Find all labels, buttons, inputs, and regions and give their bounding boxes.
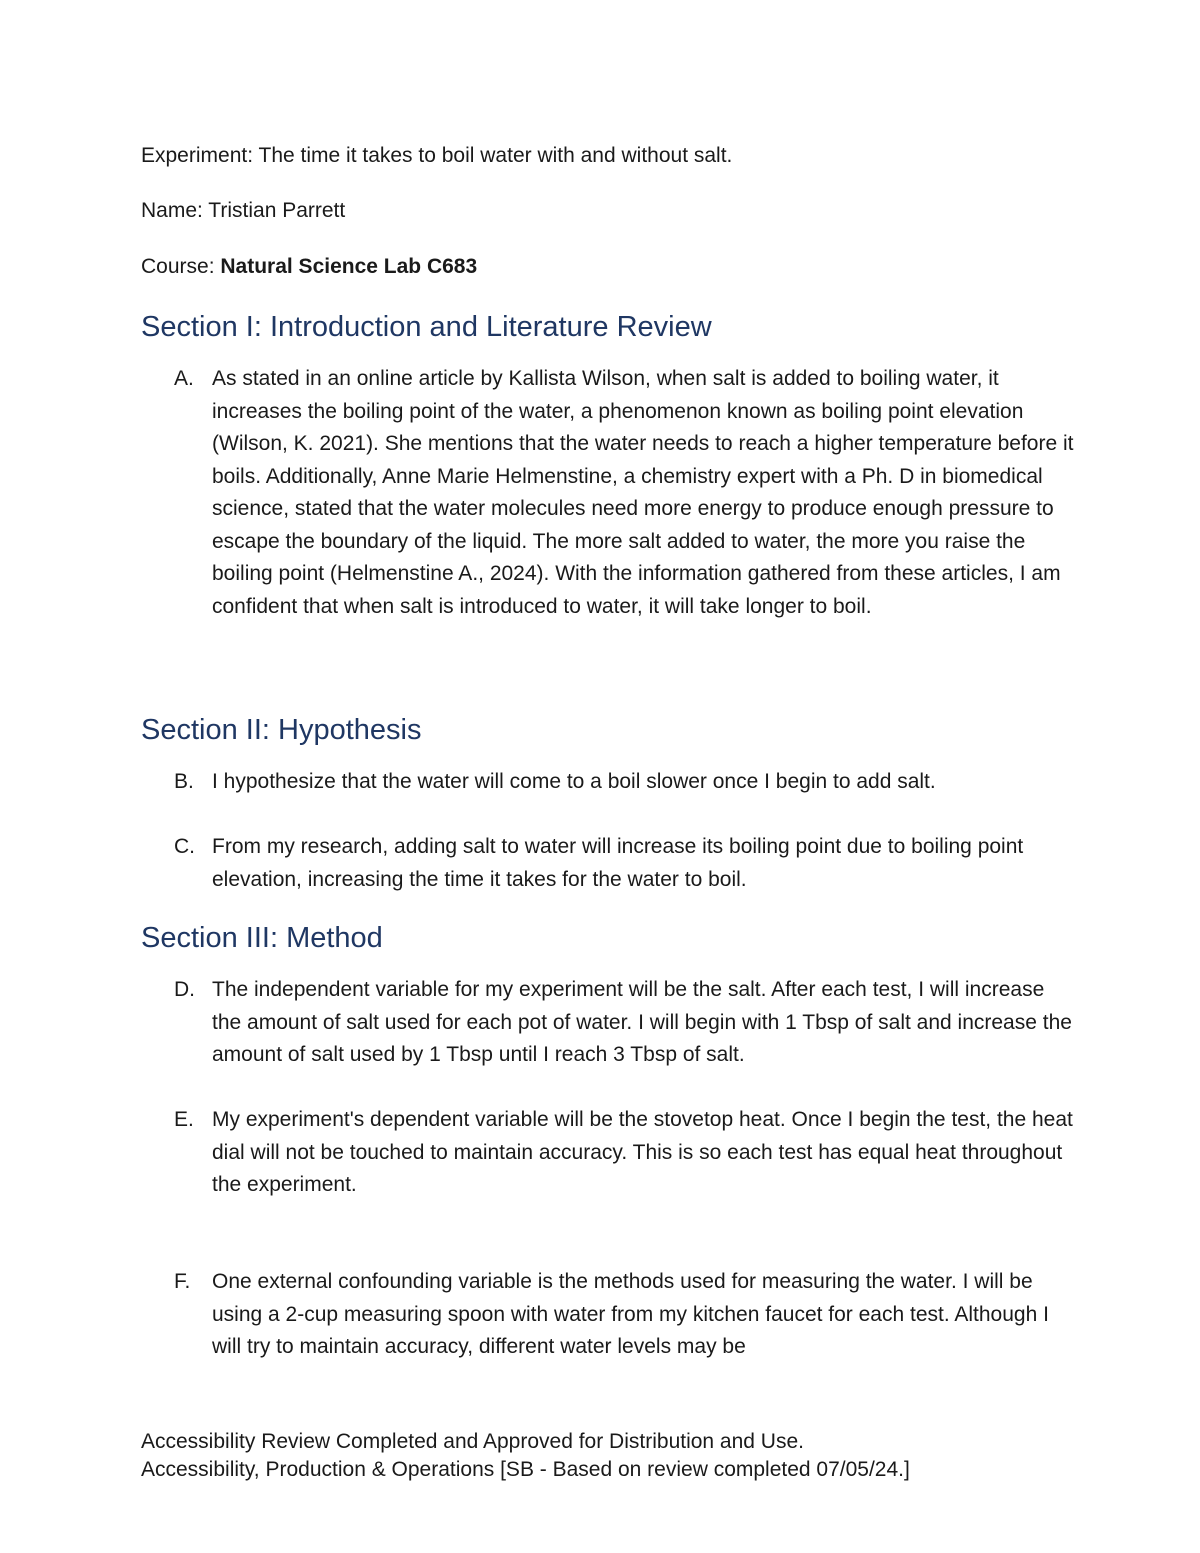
list-item-f <box>174 1266 1074 1364</box>
list-marker: D. <box>174 978 195 1001</box>
list-item-text: One external confounding variable is the methods used for measuring the water. I will be using a 2-cup measuring spoon with water from my kitchen faucet for each test. Although I will try to maintain accuracy, different water levels may be <box>212 1270 1049 1358</box>
list-marker: B. <box>174 770 194 793</box>
list-item-text: As stated in an online article by Kallista Wilson, when salt is added to boiling water, it increases the boiling point of the water, a phenomenon known as boiling point elevation (Wilson, K. 2021). She mentions that the water needs to reach a higher temperature before it boils. Additionally, Anne Marie Helmenstine, a chemistry expert with a Ph. D in biomedical science, stated that the water molecules need more energy to produce enough pressure to escape the boundary of the liquid. The more salt added to water, the more you raise the boiling point (Helmenstine A., 2024). With the information gathered from these articles, I am confident that when salt is introduced to water, it will take longer to boil. <box>212 367 1074 618</box>
list-item-a <box>174 363 1074 623</box>
footer-accessibility-line-1: Accessibility Review Completed and Approved for Distribution and Use. <box>141 1430 804 1453</box>
list-marker: A. <box>174 367 194 390</box>
list-item-b <box>174 766 1074 799</box>
list-item-c <box>174 831 1074 896</box>
section-2-heading: Section II: Hypothesis <box>141 714 422 746</box>
list-item-text: The independent variable for my experiment will be the salt. After each test, I will increase the amount of salt used for each pot of water. I will begin with 1 Tbsp of salt and increase the amount of salt used by 1 Tbsp until I reach 3 Tbsp of salt. <box>212 978 1072 1066</box>
section-3-heading: Section III: Method <box>141 922 383 954</box>
course-line <box>141 253 477 281</box>
list-marker: F. <box>174 1270 191 1293</box>
list-item-e <box>174 1104 1074 1202</box>
footer-accessibility-line-2: Accessibility, Production & Operations [SB - Based on review completed 07/05/24.] <box>141 1458 910 1481</box>
section-1-heading: Section I: Introduction and Literature Review <box>141 311 712 343</box>
experiment-line: Experiment: The time it takes to boil water with and without salt. <box>141 144 733 167</box>
list-item-d <box>174 974 1074 1072</box>
course-label: Course: <box>141 255 221 278</box>
list-marker: E. <box>174 1108 194 1131</box>
list-item-text: My experiment's dependent variable will be the stovetop heat. Once I begin the test, the heat dial will not be touched to maintain accuracy. This is so each test has equal heat throughout the experiment. <box>212 1108 1073 1196</box>
name-line: Name: Tristian Parrett <box>141 199 346 222</box>
course-value: Natural Science Lab C683 <box>220 255 478 278</box>
list-item-text: From my research, adding salt to water will increase its boiling point due to boiling point elevation, increasing the time it takes for the water to boil. <box>212 835 1024 891</box>
list-item-text: I hypothesize that the water will come to a boil slower once I begin to add salt. <box>212 770 936 793</box>
list-marker: C. <box>174 835 195 858</box>
